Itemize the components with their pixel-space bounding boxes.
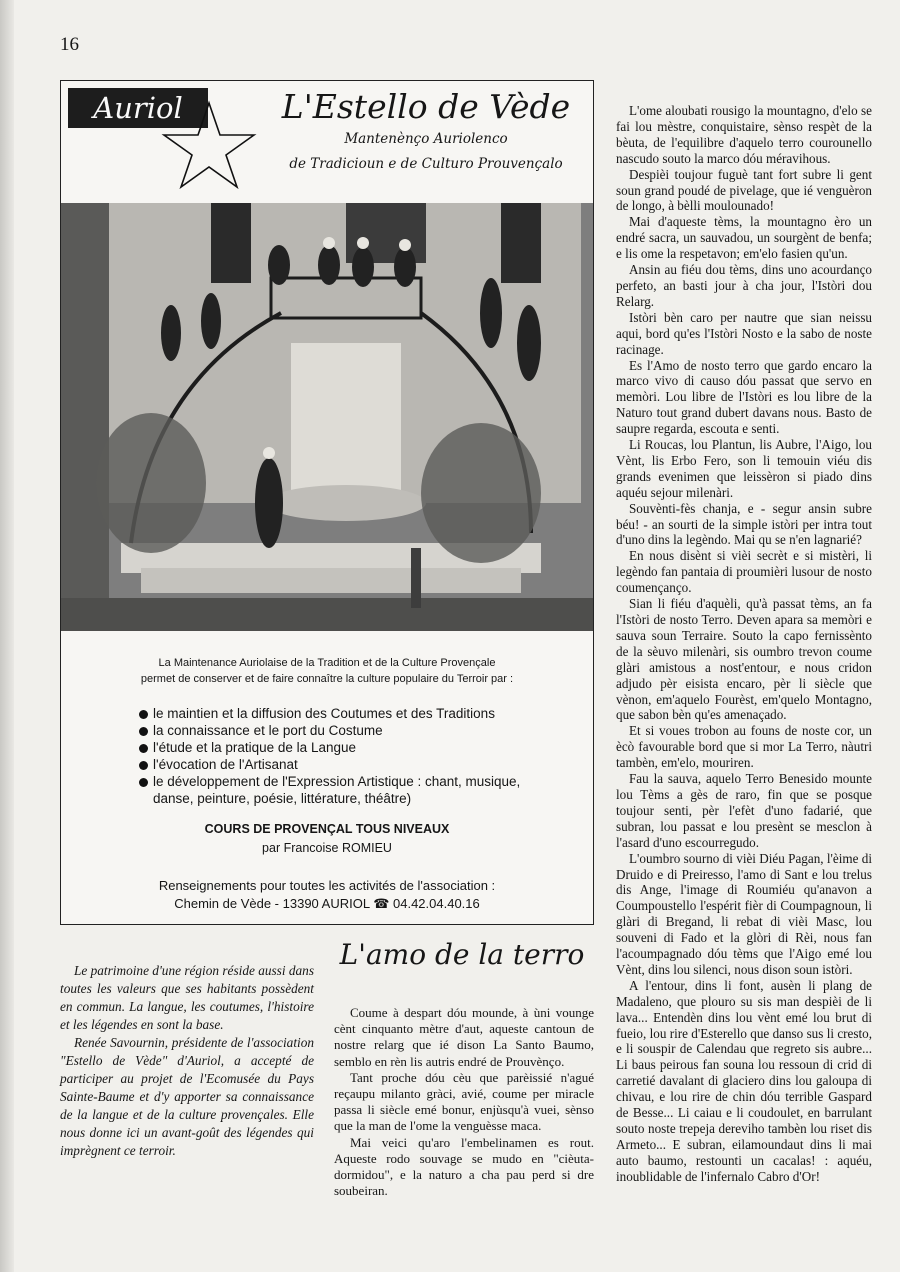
article-paragraph: En nous disènt si vièi secrèt e si mistèri, li legèndo fan pantaia di proumièri lusour de nosto coumençanço. (616, 548, 872, 596)
editorial-intro (60, 962, 314, 1160)
contact-line-1: Renseignements pour toutes les activités de l'association : (158, 878, 496, 893)
staircase-photo (61, 203, 593, 631)
article-paragraph: L'oumbro sourno di vièi Diéu Pagan, l'èime di Druido e di Preiresso, l'amo di Sant e lou trelus dis Ange, l'image di Roumiéu qu'anavon a Coumpoustello l'espérit fièr di Coumpagnoun, li glàri di Bregand, li rebat di vièi Masc, lou souveni di Fado et la glòri di Rèi, nous fan l'acoumpagnado dóu tèms que l'Aigo emé lou Vènt, dins lou silenci, nous dison soun istòri. (616, 850, 872, 977)
article-paragraph: Fau la sauva, aquelo Terro Benesido mounte lou Tèms a gès de raro, fin que se posque toujour senti, pèr l'efèt d'uno fadarié, que subran, lou passat e lou presènt se mesclon à l'asard d'uno escourregudo. (616, 771, 872, 850)
activity-item: le développement de l'Expression Artistique : chant, musique, danse, peinture, poésie, littérature, théâtre) (139, 773, 559, 807)
advert-intro-line-2: permet de conserver et de faire connaître la culture populaire du Terroir par : (140, 673, 514, 685)
article-paragraph: Es l'Amo de nosto terro que gardo encaro la marco vivo di causo dóu passat que servo en memòri. Lou libre de l'Istòri es lou libre de la Naturo tout grand dubert davans nous. Basto de saupre regarda, escouta e senti. (616, 357, 872, 437)
page-gutter (0, 0, 14, 1272)
article-paragraph: L'ome aloubati rousigo la mountagno, d'elo se fai lou mèstre, conquistaire, sènso respèt de la bèuta, de l'equilibre d'aquelo terro courounello nascudo souto la marco dóu méravihous. (616, 103, 872, 166)
article-paragraph: Tant proche dóu cèu que parèissié n'agué reçaupu milanto gràci, avié, coume per miracle passa li siècle emé bonur, enjùsqu'à vuei, sènso que la man de l'ome la venguèsse maca. (334, 1069, 594, 1134)
association-subtitle-2: de Tradicioun e de Culturo Prouvençalo (289, 156, 563, 172)
article-paragraph: Ansin au fiéu dou tèms, dins uno acourdanço perfeto, an basti jour à cha jour, l'Istòri dou Relarg. (616, 262, 872, 309)
association-photo (61, 203, 593, 631)
article-title: L'amo de la terro (339, 938, 585, 971)
article-paragraph: Mai d'aqueste tèms, la mountagno èro un endré sacra, un sauvadou, un sourgènt de benfa; e lis ome la respetavon; em'elo fasien qu'un. (616, 214, 872, 262)
activity-item: la connaissance et le port du Costume (139, 722, 559, 739)
activity-item: l'évocation de l'Artisanat (139, 756, 559, 773)
article-paragraph: Li Roucas, lou Plantun, lis Aubre, l'Aigo, lou Vènt, lis Erbo Fero, son li temouin viéu dis grands evenimen que leissèron si piado dins aquéu sejour milenàri. (616, 437, 872, 500)
article-paragraph: Mai veici qu'aro l'embelinamen es rout. Aqueste rodo souvage se mudo en "cièuta-dormidou", e la naturo a cha pau perd si dre soubeiran. (334, 1134, 594, 1199)
contact-info (61, 877, 593, 913)
auriol-label: Auriol (68, 88, 208, 128)
association-advert (60, 80, 594, 925)
activity-item: le maintien et la diffusion des Coutumes et des Traditions (139, 705, 559, 722)
article-middle-column (334, 1005, 594, 1199)
article-paragraph: Despièi toujour fuguè tant fort subre li gent soun grand poudé de pivelage, que ié venguèron de longo, à bèlli moulounado! (616, 166, 872, 214)
editorial-paragraph: Le patrimoine d'une région réside aussi dans toutes les valeurs que ses habitants possèdent en commun. La langue, les coutumes, l'histoire et les légendes en sont la base. (60, 963, 314, 1032)
article-paragraph: Coume à despart dóu mounde, à ùni vounge cènt cinquanto mètre d'aut, aqueste cantoun de nostre relarg que ié dison La Santo Baumo, semblo en rèn lis autris endré de Prouvènço. (334, 1005, 594, 1069)
contact-line-2: Chemin de Vède - 13390 AURIOL ☎ 04.42.04.40.16 (174, 896, 480, 911)
association-name: L'Estello de Vède (281, 87, 571, 126)
editorial-paragraph: Renée Savournin, présidente de l'association "Estello de Vède" d'Auriol, a accepté de participer au projet de l'Ecomusée du Pays Sainte-Baume et d'y apporter sa connaissance de la langue et de la culture provençales. Elle nous donne ici un avant-goût des légendes qui imprègnent ce terroir. (60, 1035, 314, 1158)
advert-intro (71, 655, 583, 687)
article-paragraph: Istòri bèn caro per nautre que sian neissu aqui, bord qu'es l'Istòri Nosto e la sabo de noste racinage. (616, 309, 872, 357)
advert-intro-line-1: La Maintenance Auriolaise de la Tradition et de la Culture Provençale (158, 657, 496, 669)
article-right-column (616, 103, 872, 1185)
article-paragraph: Sian li fiéu d'aquèli, qu'à passat tèms, an fa l'Istòri de nosto Terro. Deven apara sa memòri e sauva soun Terraire. Souto la capo fernissènto de la sèuvo milenàri, sis oumbro trevon coume glàri amistous a nost'entour, e nous cridon adjudo pèr eisista encaro, pèr li siècle que vènon, em'aquelo Fourèst, em'quelo Montagno, que sabon bèn qu'es amenaçado. (616, 596, 872, 723)
star-icon (161, 99, 257, 191)
activities-list (139, 705, 559, 807)
page-number: 16 (60, 34, 79, 55)
article-paragraph: A l'entour, dins li font, ausèn li plang de Madaleno, que plouro su sis man despièi de li lava... Entendèn dins lou vènt emé lou brut di fueio, lou rire d'Esterello que danso sus li cresto, e li souspir de Calendau que regreto sis aubre... Li baus peirous fan souna lou ressoun di crid di carretié davalant di glaciero dins lou galoupa di chivau, e lou rire de chin dóu terrible Gaspard de Besse... Li caiau e li coudoulet, en barrulant souto noste trepeja dereviho tambèn lou riset dis Armeto... E subran, eilamoundaut dins li mai auto baumo, restounti un cacalas! : aquéu, inoublidable de l'infernalo Cabro d'Or! (616, 977, 872, 1184)
article-paragraph: Et si voues trobon au founs de noste cor, un ècò favourable bord que si mor La Terro, nàutri tambèn, em'elo, mouriren. (616, 723, 872, 771)
association-subtitle-1: Mantenènço Auriolenco (344, 131, 508, 147)
course-teacher: par Francoise ROMIEU (262, 841, 392, 855)
article-paragraph: Souvènti-fès chanja, e - segur ansin subre béu! - an sourti de la simple istòri per intra tout d'uno dins la legèndo. Mai qu se n'en lagnarié? (616, 500, 872, 548)
course-title: COURS DE PROVENÇAL TOUS NIVEAUX (204, 822, 450, 836)
activity-item: l'étude et la pratique de la Langue (139, 739, 559, 756)
